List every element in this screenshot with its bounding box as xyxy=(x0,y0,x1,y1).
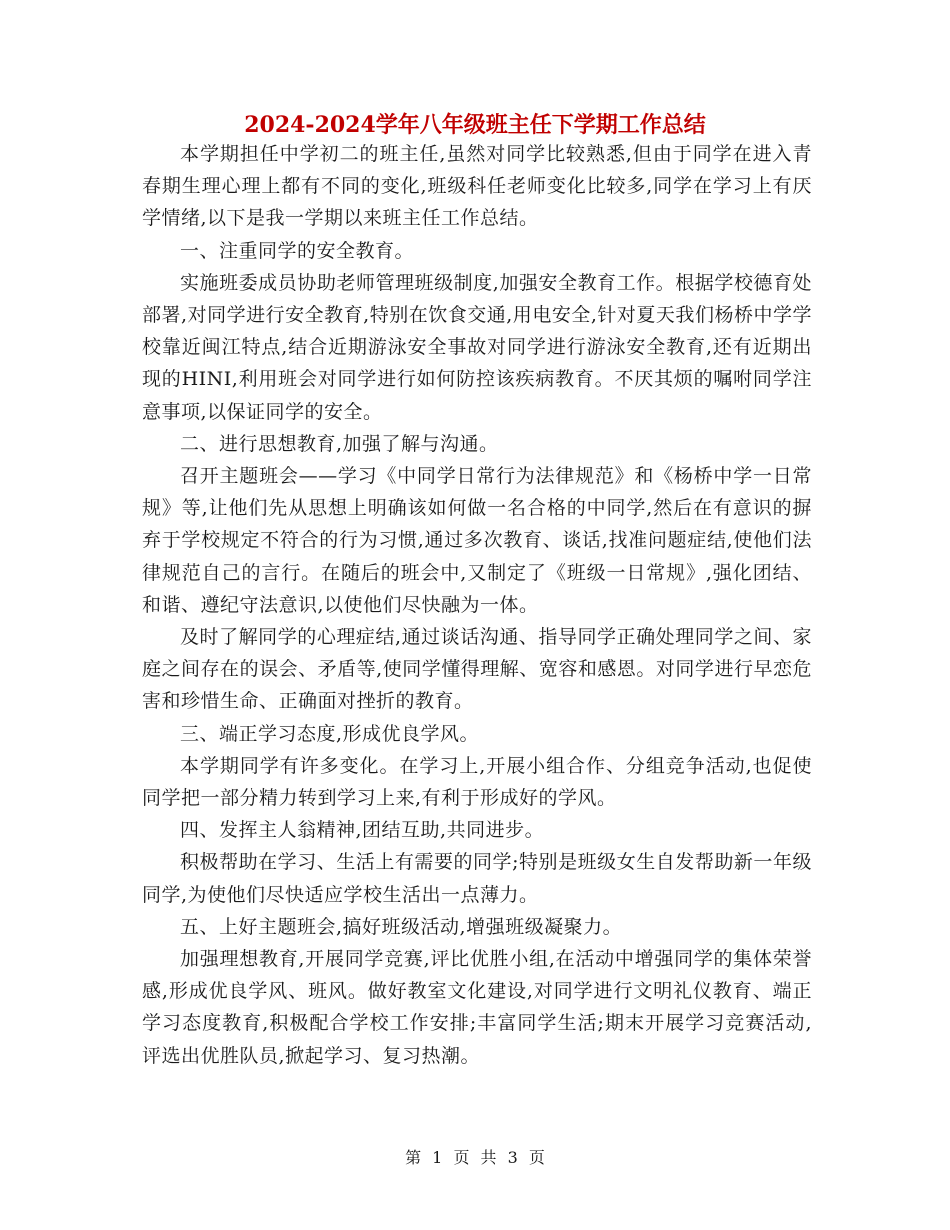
document-title: 2024-2024学年八年级班主任下学期工作总结 xyxy=(244,112,706,138)
section-heading-5: 五、上好主题班会,搞好班级活动,增强班级凝聚力。 xyxy=(180,915,623,938)
paragraph-intro: 本学期担任中学初二的班主任,虽然对同学比较熟悉,但由于同学在进入青春期生理心理上都有不同的变化,班级科任老师变化比较多,同学在学习上有厌学情绪,以下是我一学期以来班主任工作总结。 xyxy=(142,143,812,230)
document-body xyxy=(142,138,812,1072)
paragraph-mutual-help: 积极帮助在学习、生活上有需要的同学;特别是班级女生自发帮助新一年级同学,为使他们尽快适应学校生活出一点薄力。 xyxy=(142,851,812,906)
section-heading-1: 一、注重同学的安全教育。 xyxy=(180,239,415,262)
section-heading-4: 四、发挥主人翁精神,团结互助,共同进步。 xyxy=(180,819,545,842)
section-heading-3: 三、端正学习态度,形成优良学风。 xyxy=(180,722,480,745)
paragraph-class-activities: 加强理想教育,开展同学竞赛,评比优胜小组,在活动中增强同学的集体荣誉感,形成优良学风、班风。做好教室文化建设,对同学进行文明礼仪教育、端正学习态度教育,积极配合学校工作安排;丰富同学生活;期末开展学习竞赛活动,评选出优胜队员,掀起学习、复习热潮。 xyxy=(142,948,812,1067)
paragraph-safety: 实施班委成员协助老师管理班级制度,加强安全教育工作。根据学校德育处部署,对同学进行安全教育,特别在饮食交通,用电安全,针对夏天我们杨桥中学学校靠近闽江特点,结合近期游泳安全事故对同学进行游泳安全教育,还有近期出现的HINI,利用班会对同学进行如何防控该疾病教育。不厌其烦的嘱咐同学注意事项,以保证同学的安全。 xyxy=(142,271,812,423)
paragraph-ideology: 召开主题班会——学习《中同学日常行为法律规范》和《杨桥中学一日常规》等,让他们先从思想上明确该如何做一名合格的中同学,然后在有意识的摒弃于学校规定不符合的行为习惯,通过多次教育、谈话,找准问题症结,使他们法律规范自己的言行。在随后的班会中,又制定了《班级一日常规》,强化团结、和谐、遵纪守法意识,以使他们尽快融为一体。 xyxy=(142,465,812,616)
paragraph-study: 本学期同学有许多变化。在学习上,开展小组合作、分组竞争活动,也促使同学把一部分精力转到学习上来,有利于形成好的学风。 xyxy=(142,754,812,810)
page-number-footer: 第 1 页 共 3 页 xyxy=(405,1148,545,1167)
section-heading-2: 二、进行思想教育,加强了解与沟通。 xyxy=(180,432,499,455)
paragraph-psychology: 及时了解同学的心理症结,通过谈话沟通、指导同学正确处理同学之间、家庭之间存在的误会、矛盾等,使同学懂得理解、宽容和感恩。对同学进行早恋危害和珍惜生命、正确面对挫折的教育。 xyxy=(142,626,812,713)
